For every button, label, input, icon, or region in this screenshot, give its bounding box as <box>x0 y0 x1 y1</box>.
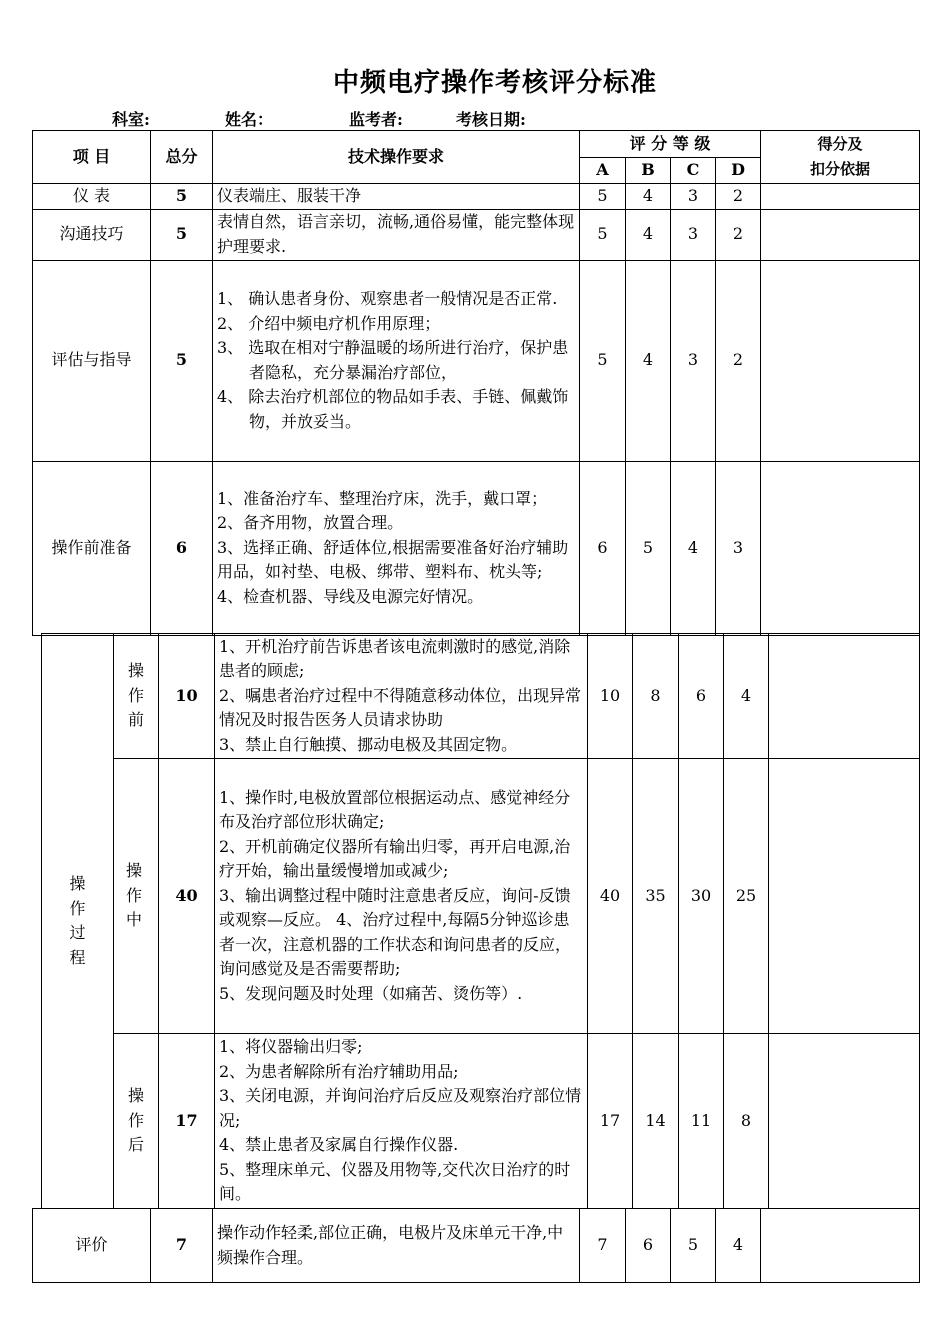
header-total: 总分 <box>151 131 213 184</box>
grade-d: D <box>716 158 761 184</box>
score-d: 2 <box>716 183 761 209</box>
row-total: 5 <box>151 209 213 260</box>
score-basis-cell <box>761 1209 920 1283</box>
row-requirement: 1、将仪器输出归零; 2、为患者解除所有治疗辅助用品; 3、关闭电源，并询问治疗后反应及观察治疗部位情况; 4、禁止患者及家属自行操作仪器. 5、整理床单元、仪器及用物等,交代次日治疗的时间。 <box>215 1034 588 1209</box>
row-total: 5 <box>151 183 213 209</box>
row-before-operation <box>42 634 920 759</box>
score-b: 4 <box>626 260 671 461</box>
row-assessment <box>33 260 920 461</box>
score-c: 3 <box>671 209 716 260</box>
scoring-table-top <box>32 130 920 636</box>
row-total: 5 <box>151 260 213 461</box>
score-a: 7 <box>580 1209 626 1283</box>
sub-label: 操 作 后 <box>114 1034 159 1209</box>
row-requirement: 1、 确认患者身份、观察患者一般情况是否正常. 2、 介绍中频电疗机作用原理； 3、 选取在相对宁静温暖的场所进行治疗，保护患者隐私，充分暴漏治疗部位， 4、 除去治疗机部位的物品如手表、手链、佩戴饰物，并放妥当。 <box>213 260 580 461</box>
score-basis-cell <box>769 1034 920 1209</box>
row-requirement: 表情自然，语言亲切，流畅,通俗易懂，能完整体现护理要求. <box>213 209 580 260</box>
row-requirement: 1、操作时,电极放置部位根据运动点、感觉神经分布及治疗部位形状确定; 2、开机前确定仪器所有输出归零，再开启电源,治疗开始，输出量缓慢增加或减少; 3、输出调整过程中随时注意患者反应，询问-反馈或观察—反应。 4、治疗过程中,每隔5分钟巡诊患者一次，注意机器的工作状态和询问患者的反应，询问感觉及是否需要帮助; 5、发现问题及时处理（如痛苦、烫伤等）. <box>215 759 588 1034</box>
score-d: 3 <box>716 461 761 635</box>
sub-label: 操 作 中 <box>114 759 159 1034</box>
header-requirement: 技术操作要求 <box>213 131 580 184</box>
row-appearance <box>33 183 920 209</box>
score-b: 4 <box>626 183 671 209</box>
document-title: 中频电疗操作考核评分标准 <box>332 68 657 98</box>
score-a: 40 <box>588 759 633 1034</box>
score-c: 3 <box>671 260 716 461</box>
score-c: 11 <box>679 1034 724 1209</box>
score-basis-cell <box>761 209 920 260</box>
row-requirement: 操作动作轻柔,部位正确，电极片及床单元干净,中频操作合理。 <box>213 1209 580 1283</box>
score-b: 8 <box>633 634 679 759</box>
header-item: 项 目 <box>33 131 151 184</box>
header-grade-title: 评 分 等 级 <box>580 131 761 158</box>
row-requirement: 1、准备治疗车、整理治疗床，洗手，戴口罩； 2、备齐用物，放置合理。 3、选择正确、舒适体位,根据需要准备好治疗辅助用品，如衬垫、电极、绑带、塑料布、枕头等; 4、检查机器、导线及电源完好情况。 <box>213 461 580 635</box>
name-label: 姓名： <box>225 110 274 129</box>
row-requirement: 1、开机治疗前告诉患者该电流刺激时的感觉,消除患者的顾虑; 2、嘱患者治疗过程中不得随意移动体位，出现异常情况及时报告医务人员请求协助 3、禁止自行触摸、挪动电极及其固定物。 <box>215 634 588 759</box>
exam-date-label: 考核日期: <box>456 110 526 129</box>
score-basis-cell <box>761 461 920 635</box>
score-basis-cell <box>769 759 920 1034</box>
score-basis-cell <box>761 183 920 209</box>
grade-c: C <box>671 158 716 184</box>
row-after-operation <box>42 1034 920 1209</box>
score-c: 6 <box>679 634 724 759</box>
score-a: 5 <box>580 183 626 209</box>
score-basis-cell <box>761 260 920 461</box>
score-b: 4 <box>626 209 671 260</box>
score-a: 6 <box>580 461 626 635</box>
row-communication <box>33 209 920 260</box>
score-basis-cell <box>769 634 920 759</box>
score-c: 5 <box>671 1209 716 1283</box>
score-b: 35 <box>633 759 679 1034</box>
score-a: 10 <box>588 634 633 759</box>
row-total: 10 <box>159 634 215 759</box>
score-b: 6 <box>626 1209 671 1283</box>
row-total: 17 <box>159 1034 215 1209</box>
scoring-table-process <box>41 633 920 1209</box>
row-total: 7 <box>151 1209 213 1283</box>
score-c: 30 <box>679 759 724 1034</box>
header-score-basis: 得分及 扣分依据 <box>761 131 920 184</box>
grade-b: B <box>626 158 671 184</box>
row-label: 仪 表 <box>33 183 151 209</box>
supervisor-label: 监考者: <box>349 110 403 129</box>
grade-a: A <box>580 158 626 184</box>
row-evaluation <box>33 1209 920 1283</box>
department-label: 科室: <box>112 110 150 129</box>
row-requirement: 仪表端庄、服装干净 <box>213 183 580 209</box>
row-label: 沟通技巧 <box>33 209 151 260</box>
score-d: 4 <box>716 1209 761 1283</box>
score-d: 2 <box>716 209 761 260</box>
row-label: 评价 <box>33 1209 151 1283</box>
row-during-operation <box>42 759 920 1034</box>
process-label: 操 作 过 程 <box>42 634 114 1209</box>
score-c: 3 <box>671 183 716 209</box>
score-a: 5 <box>580 260 626 461</box>
row-label: 评估与指导 <box>33 260 151 461</box>
scoring-table-evaluation <box>32 1208 920 1283</box>
row-total: 40 <box>159 759 215 1034</box>
score-a: 5 <box>580 209 626 260</box>
score-c: 4 <box>671 461 716 635</box>
score-b: 5 <box>626 461 671 635</box>
score-b: 14 <box>633 1034 679 1209</box>
score-d: 2 <box>716 260 761 461</box>
row-preparation <box>33 461 920 635</box>
row-total: 6 <box>151 461 213 635</box>
score-d: 4 <box>724 634 769 759</box>
score-a: 17 <box>588 1034 633 1209</box>
row-label: 操作前准备 <box>33 461 151 635</box>
sub-label: 操 作 前 <box>114 634 159 759</box>
score-d: 8 <box>724 1034 769 1209</box>
score-d: 25 <box>724 759 769 1034</box>
